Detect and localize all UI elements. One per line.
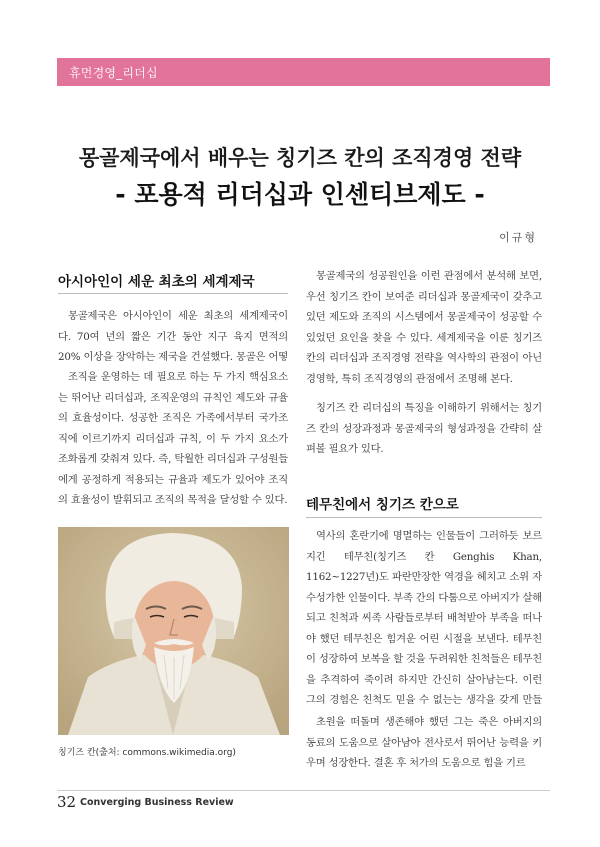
body-paragraph: 역사의 혼란기에 명멸하는 인물들이 그러하듯 보르지긴 테무친(칭기즈 칸 Genghis Khan, 1162~1227년)도 파란만장한 역경을 헤치고 소위 자수성가한 인물이다. 부족 간의 다툼으로 아버지가 살해되고 친척과 씨족 사람들로부터 배척받아 부족을 떠나야 했던 테무친은 힘겨운 어린 시절을 보낸다. 테무친이 성장하여 보복을 할 것을 두려워한 친척들은 테무친을 추격하여 죽이려 하지만 간신히 살아남는다. 이런 그의 경험은 친척도 믿을 수 없는는 생각을 갖게 만들 [306,530,542,706]
body-paragraph: 초원을 떠돌며 생존해야 했던 그는 죽은 아버지의 동료의 도움으로 살아남아 전사로서 뛰어난 능력을 키우며 성장한다. 결혼 후 처가의 도움으로 힘을 기르 [306,716,542,769]
section-heading-left: 아시아인이 세운 최초의 세계제국 [58,274,255,290]
page-number: 32 [57,793,77,811]
footer-divider [57,790,550,791]
section-label: 휴먼경영_리더십 [69,66,158,80]
article-title: 몽골제국에서 배우는 칭기즈 칸의 조직경영 전략 [78,146,522,170]
body-paragraph: 몽골제국은 아시아인이 세운 최초의 세계제국이다. 70여 년의 짧은 기간 동안 지구 육지 면적의 20% 이상을 장악하는 제국을 건설했다. 몽골은 어떻 [58,310,288,363]
section-banner [57,58,550,86]
author-name: 이규형 [499,231,537,244]
heading-divider [306,517,542,518]
article-subtitle: - 포용적 리더십과 인센티브제도 - [115,180,485,209]
journal-name: Converging Business Review [80,797,234,808]
section-heading-right: 테무친에서 칭기즈 칸으로 [306,497,459,513]
body-paragraph: 칭기즈 칸 리더십의 특징을 이해하기 위해서는 칭기즈 칸의 성장과정과 몽골제국의 형성과정을 간략히 살펴볼 필요가 있다. [306,402,542,455]
heading-divider [58,293,288,294]
portrait-image [58,527,289,735]
image-caption: 칭기즈 칸(출처: commons.wikimedia.org) [58,748,236,758]
genghis-khan-portrait [58,527,289,735]
body-paragraph: 조직을 운영하는 데 필요로 하는 두 가지 핵심요소는 뛰어난 리더십과, 조직운영의 규칙인 제도와 규율의 효율성이다. 성공한 조직은 가족에서부터 국가조직에 이르기까지 리더십과 규칙, 이 두 가지 요소가 조화롭게 갖춰져 있다. 즉, 탁월한 리더십과 구성원들에게 공정하게 적용되는 규율과 제도가 있어야 조직의 효율성이 발휘되고 조직의 목적을 달성할 수 있다. [58,371,288,506]
body-paragraph: 몽골제국의 성공원인을 이런 관점에서 분석해 보면, 우선 칭기즈 칸이 보여준 리더십과 몽골제국이 갖추고 있던 제도와 조직의 시스템에서 몽골제국이 성공할 수 있었던 요인을 찾을 수 있다. 세계제국을 이룬 칭기즈 칸의 리더십과 조직경영 전략을 역사학의 관점이 아닌 경영학, 특히 조직경영의 관점에서 조명해 본다. [306,270,542,385]
